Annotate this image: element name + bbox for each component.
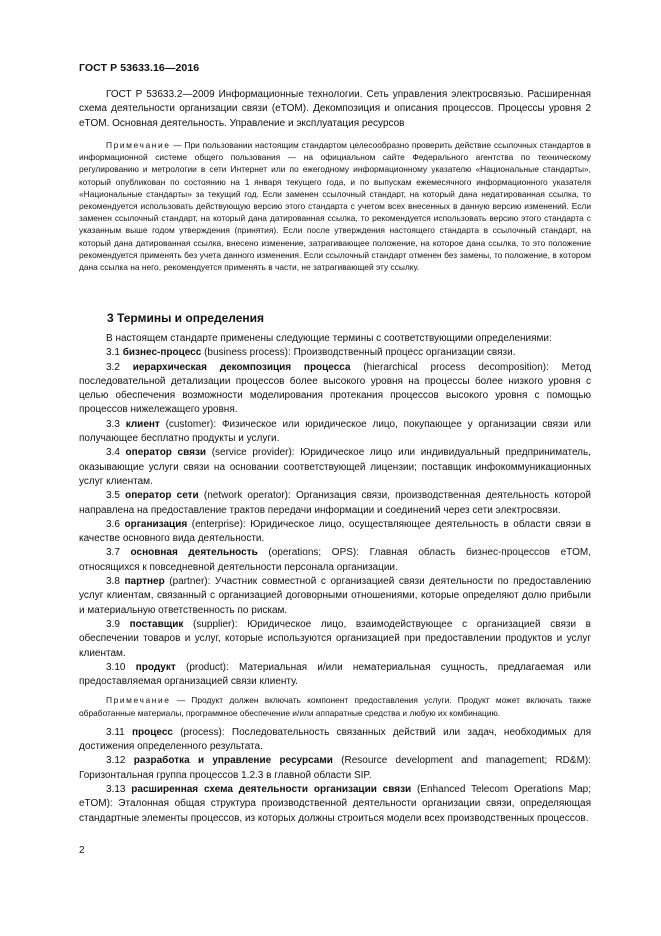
note-text: — При пользовании настоящим стандартом целесообразно проверить действие ссылочных стандартов в информационной системе общего пользования — на официальном сайте Федерального агентства по техническому регулированию и метрологии в сети Интернет или по ежегодному информационному указателю «Национальные стандарты», который опубликован по состоянию на 1 января текущего года, и по выпускам ежемесячного информационного указателя «Национальные стандарты» за текущий год. Если заменен ссылочный стандарт, на который дана недатированная ссылка, то рекомендуется использовать действующую версию этого стандарта с учетом всех внесенных в данную версию изменений. Если заменен ссылочный стандарт, на который дана датированная ссылка, то рекомендуется использовать версию этого стандарта с указанным выше годом утверждения (принятия). Если после утверждения настоящего стандарта в ссылочный стандарт, на который дана датированная ссылка, внесено изменение, затрагивающее положение, на которое дана ссылка, то это положение рекомендуется применять без учета данного изменения. Если ссылочный стандарт отменен без замены, то положение, в котором дана ссылка на него, рекомендуется применять в части, не затрагивающей эту ссылку. xyxy=(79,140,591,273)
term-name: основная деятельность xyxy=(130,547,258,559)
term-text: (business process): Производственный процесс организации связи. xyxy=(201,347,516,359)
term-text: (hierarchical process decomposition): Метод последовательной детализации процессов более высокого уровня на процессы более низкого уровня с целью обеспечения возможности моделирования протекания процессов высокого уровня с помощью процессов нижележащего уровня. xyxy=(79,361,592,416)
term-name: оператор сети xyxy=(125,490,199,502)
term-text: (Enhanced Telecom Operations Map; eTOM): Эталонная общая структура производственной деятельности организации связи, определяющая стандартные элементы процессов, из которых должны строиться модели всех производственных процессов. xyxy=(79,784,591,824)
term-definition xyxy=(79,546,591,575)
document-header: ГОСТ Р 53633.16—2016 xyxy=(79,62,200,74)
term-name: расширенная схема деятельности организации связи xyxy=(131,784,412,796)
note-referenced-standards xyxy=(79,139,591,273)
term-text: (operations; OPS): Главная область бизнес-процессов eTOM, относящихся к повседневной деятельности персонала организации. xyxy=(79,547,591,573)
term-text: (supplier): Юридическое лицо, взаимодействующее с организацией связи в обеспечении товаров и услуг, которые используются организацией при предоставлении продуктов и услуг клиентам. xyxy=(79,618,591,659)
term-text: (Resource development and management; RD&M): Горизонтальная группа процессов 1.2.3 в главной области SIP. xyxy=(79,755,592,781)
term-text: (network operator): Организация связи, производственная деятельность которой направлена на предоставление трактов передачи информации и соединений через сети электросвязи. xyxy=(79,490,591,516)
section-intro: В настоящем стандарте применены следующие термины с соответствующими определениями: xyxy=(106,333,552,344)
term-name: процесс xyxy=(131,726,173,738)
term-definition xyxy=(79,783,591,826)
term-name: оператор связи xyxy=(125,447,207,459)
reference-entry xyxy=(79,88,591,131)
term-definition xyxy=(79,726,591,755)
term-text: (partner): Участник совместной с организацией связи деятельности по предоставлению услуг клиентам, связанный с организацией договорными отношениями, которые определяют долю прибыли и материальную ответственность по рискам. xyxy=(79,576,592,616)
term-definition xyxy=(79,346,591,360)
term-definition xyxy=(79,661,591,690)
term-number: 3.1 xyxy=(106,347,120,359)
term-definition xyxy=(79,446,591,489)
term-definition xyxy=(79,418,591,447)
term-number: 3.5 xyxy=(106,490,120,502)
term-text: (process): Последовательность связанных действий или задач, необходимых для достижения определенного результата. xyxy=(79,726,592,753)
term-name: поставщик xyxy=(129,618,184,630)
note-product xyxy=(79,694,591,718)
note-text: — Продукт должен включать компонент предоставления услуги. Продукт может включать также обработанные материалы, программное обеспечение и/или аппаратные средства и любую их комбинацию. xyxy=(79,695,591,718)
term-text: (enterprise): Юридическое лицо, осуществляющее деятельность в области связи в качестве основного вида деятельности. xyxy=(79,518,591,545)
term-number: 3.3 xyxy=(106,418,120,430)
term-definition xyxy=(79,518,591,547)
term-definition xyxy=(79,489,591,518)
term-number: 3.7 xyxy=(106,547,120,559)
term-name: партнер xyxy=(124,576,165,588)
term-name: клиент xyxy=(125,418,160,430)
term-name: продукт xyxy=(135,661,176,673)
term-definition xyxy=(79,361,591,418)
term-number: 3.6 xyxy=(106,518,120,530)
term-definition xyxy=(79,618,591,661)
term-name: бизнес-процесс xyxy=(122,347,202,359)
terms-section xyxy=(79,332,591,826)
term-name: иерархическая декомпозиция процесса xyxy=(132,361,351,373)
term-text: (service provider): Юридическое лицо или индивидуальный предприниматель, оказывающие услуги связи на основании соответствующей лицензии; поставщик инфокоммуникационных услуг клиентам. xyxy=(79,447,592,487)
note-paragraph xyxy=(79,139,591,273)
term-number: 3.4 xyxy=(106,447,120,459)
term-number: 3.8 xyxy=(106,576,120,588)
note-label: Примечание xyxy=(106,140,171,150)
term-text: (customer): Физическое или юридическое лицо, покупающее у организации связи или получающее бесплатно продукты и услуги. xyxy=(79,418,591,445)
term-number: 3.13 xyxy=(106,784,126,796)
term-number: 3.2 xyxy=(106,361,120,373)
note-label: Примечание xyxy=(106,695,171,706)
terms-list-continued xyxy=(79,726,591,826)
term-text: (product): Материальная и/или нематериальная сущность, предлагаемая или предоставляемая организацией связи клиенту. xyxy=(79,661,591,688)
term-definition xyxy=(79,754,591,783)
term-number: 3.12 xyxy=(106,755,126,767)
term-number: 3.11 xyxy=(106,726,125,738)
term-number: 3.10 xyxy=(106,661,126,673)
section-title: 3 Термины и определения xyxy=(107,311,265,325)
reference-text: ГОСТ Р 53633.2—2009 Информационные технологии. Сеть управления электросвязью. Расширенная схема деятельности организации связи (eTOM). Декомпозиция и описания процессов. Процессы уровня 2 eTOM. Основная деятельность. Управление и эксплуатация ресурсов xyxy=(79,89,591,129)
term-name: организация xyxy=(124,518,188,530)
term-name: разработка и управление ресурсами xyxy=(133,755,333,767)
term-definition xyxy=(79,575,591,618)
terms-list xyxy=(79,346,591,689)
term-number: 3.9 xyxy=(106,618,120,630)
page-number: 2 xyxy=(79,845,85,856)
